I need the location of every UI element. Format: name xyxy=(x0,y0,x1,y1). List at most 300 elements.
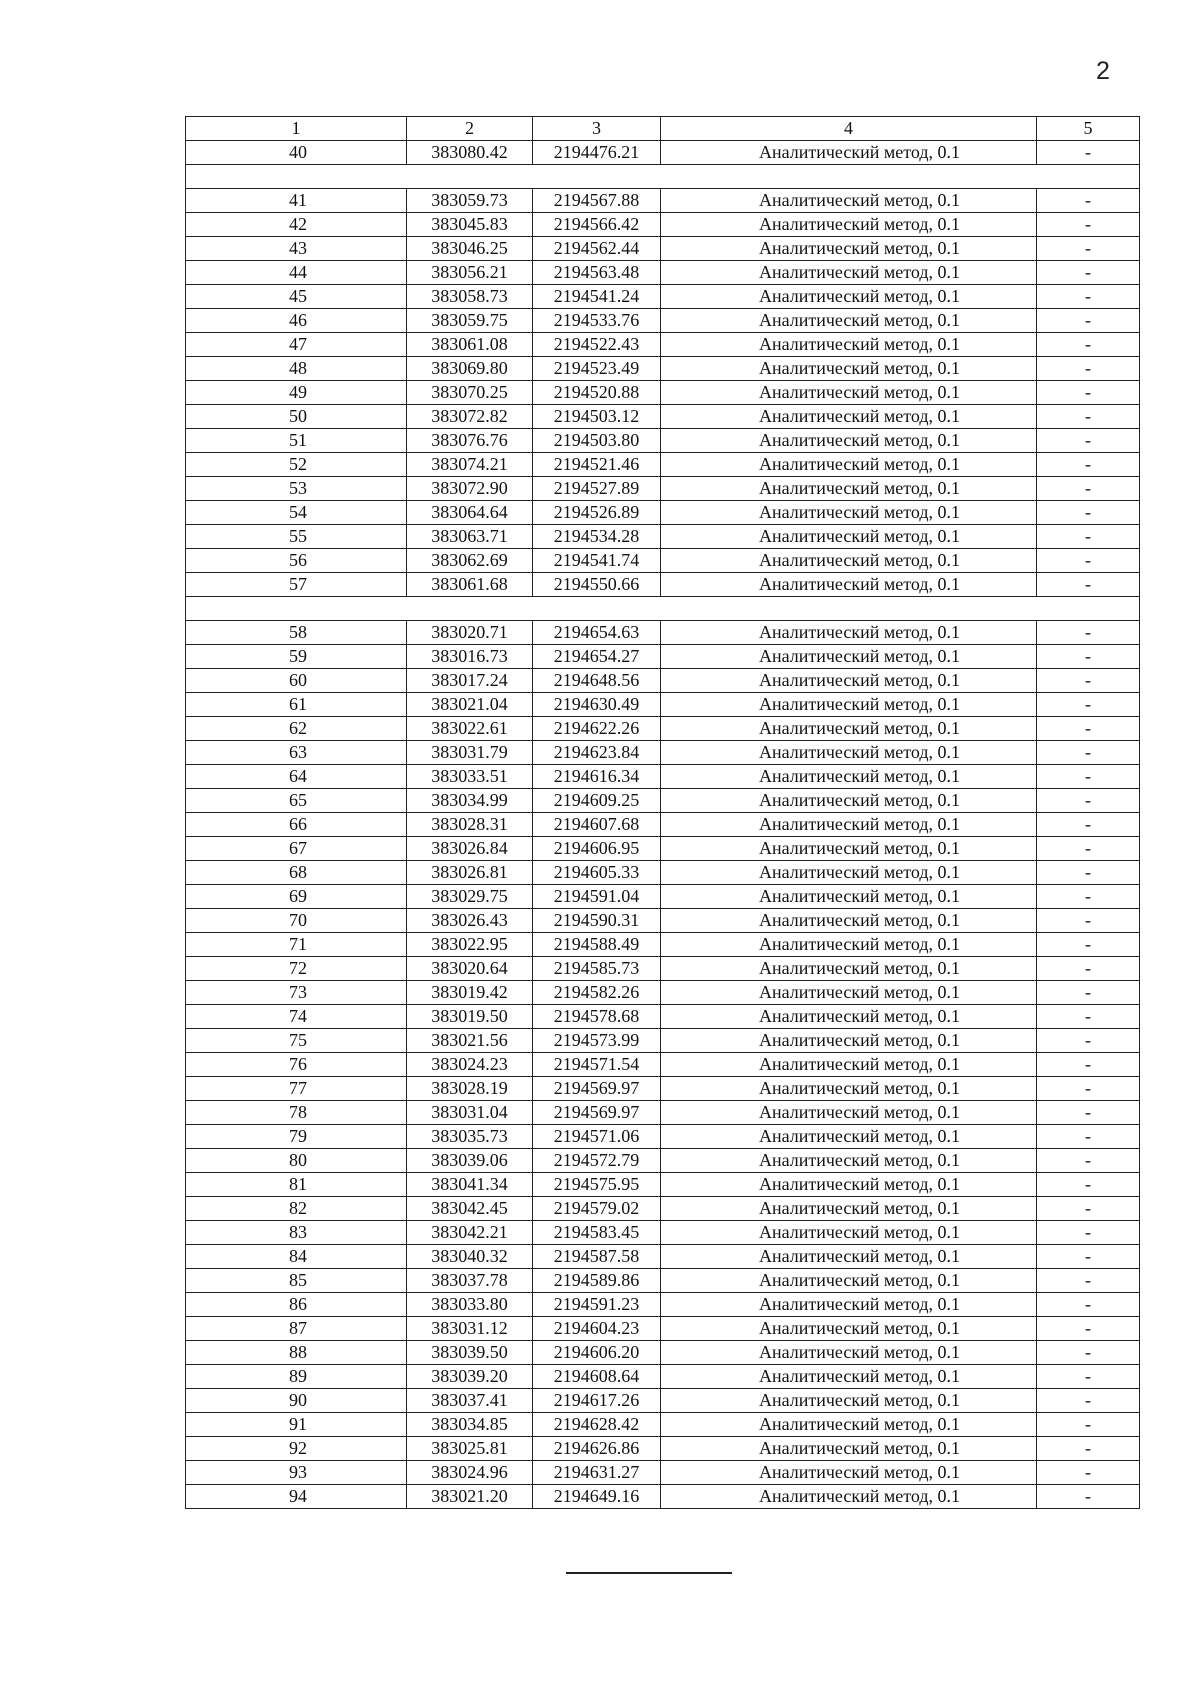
table-row xyxy=(186,333,1140,357)
point-number-cell: 48 xyxy=(186,357,407,381)
table-row xyxy=(186,549,1140,573)
table-row xyxy=(186,1485,1140,1509)
method-cell: Аналитический метод, 0.1 xyxy=(661,1029,1037,1053)
point-number-cell: 82 xyxy=(186,1197,407,1221)
x-coordinate-cell: 383039.20 xyxy=(407,1365,533,1389)
note-cell: - xyxy=(1037,957,1140,981)
note-cell: - xyxy=(1037,405,1140,429)
point-number-cell: 47 xyxy=(186,333,407,357)
x-coordinate-cell: 383072.90 xyxy=(407,477,533,501)
x-coordinate-cell: 383017.24 xyxy=(407,669,533,693)
table-row xyxy=(186,285,1140,309)
table-row xyxy=(186,1317,1140,1341)
point-number-cell: 64 xyxy=(186,765,407,789)
method-cell: Аналитический метод, 0.1 xyxy=(661,573,1037,597)
table-row xyxy=(186,1437,1140,1461)
table-row xyxy=(186,381,1140,405)
method-cell: Аналитический метод, 0.1 xyxy=(661,1413,1037,1437)
table-row xyxy=(186,525,1140,549)
table-row xyxy=(186,837,1140,861)
method-cell: Аналитический метод, 0.1 xyxy=(661,213,1037,237)
y-coordinate-cell: 2194563.48 xyxy=(533,261,661,285)
table-row xyxy=(186,1149,1140,1173)
x-coordinate-cell: 383064.64 xyxy=(407,501,533,525)
point-number-cell: 92 xyxy=(186,1437,407,1461)
table-row xyxy=(186,813,1140,837)
footer-rule xyxy=(566,1572,732,1574)
table-row xyxy=(186,1053,1140,1077)
table-row xyxy=(186,429,1140,453)
y-coordinate-cell: 2194571.06 xyxy=(533,1125,661,1149)
note-cell: - xyxy=(1037,501,1140,525)
point-number-cell: 46 xyxy=(186,309,407,333)
method-cell: Аналитический метод, 0.1 xyxy=(661,429,1037,453)
note-cell: - xyxy=(1037,549,1140,573)
method-cell: Аналитический метод, 0.1 xyxy=(661,765,1037,789)
note-cell: - xyxy=(1037,1029,1140,1053)
y-coordinate-cell: 2194572.79 xyxy=(533,1149,661,1173)
point-number-cell: 71 xyxy=(186,933,407,957)
y-coordinate-cell: 2194567.88 xyxy=(533,189,661,213)
y-coordinate-cell: 2194541.74 xyxy=(533,549,661,573)
method-cell: Аналитический метод, 0.1 xyxy=(661,717,1037,741)
method-cell: Аналитический метод, 0.1 xyxy=(661,861,1037,885)
x-coordinate-cell: 383026.84 xyxy=(407,837,533,861)
table-row xyxy=(186,645,1140,669)
x-coordinate-cell: 383039.50 xyxy=(407,1341,533,1365)
point-number-cell: 81 xyxy=(186,1173,407,1197)
point-number-cell: 42 xyxy=(186,213,407,237)
method-cell: Аналитический метод, 0.1 xyxy=(661,309,1037,333)
table-row xyxy=(186,693,1140,717)
point-number-cell: 91 xyxy=(186,1413,407,1437)
y-coordinate-cell: 2194476.21 xyxy=(533,141,661,165)
table-row xyxy=(186,1197,1140,1221)
x-coordinate-cell: 383070.25 xyxy=(407,381,533,405)
note-cell: - xyxy=(1037,813,1140,837)
note-cell: - xyxy=(1037,1413,1140,1437)
method-cell: Аналитический метод, 0.1 xyxy=(661,549,1037,573)
note-cell: - xyxy=(1037,477,1140,501)
coordinates-table xyxy=(185,116,1140,1509)
method-cell: Аналитический метод, 0.1 xyxy=(661,1053,1037,1077)
note-cell: - xyxy=(1037,381,1140,405)
note-cell: - xyxy=(1037,285,1140,309)
note-cell: - xyxy=(1037,981,1140,1005)
x-coordinate-cell: 383059.73 xyxy=(407,189,533,213)
y-coordinate-cell: 2194579.02 xyxy=(533,1197,661,1221)
point-number-cell: 57 xyxy=(186,573,407,597)
y-coordinate-cell: 2194566.42 xyxy=(533,213,661,237)
x-coordinate-cell: 383072.82 xyxy=(407,405,533,429)
group-separator-row xyxy=(186,165,1140,189)
note-cell: - xyxy=(1037,1269,1140,1293)
x-coordinate-cell: 383021.04 xyxy=(407,693,533,717)
table-row xyxy=(186,1101,1140,1125)
x-coordinate-cell: 383028.31 xyxy=(407,813,533,837)
method-cell: Аналитический метод, 0.1 xyxy=(661,981,1037,1005)
x-coordinate-cell: 383026.43 xyxy=(407,909,533,933)
method-cell: Аналитический метод, 0.1 xyxy=(661,1341,1037,1365)
note-cell: - xyxy=(1037,1149,1140,1173)
group-separator-row xyxy=(186,597,1140,621)
note-cell: - xyxy=(1037,861,1140,885)
x-coordinate-cell: 383034.85 xyxy=(407,1413,533,1437)
method-cell: Аналитический метод, 0.1 xyxy=(661,1173,1037,1197)
x-coordinate-cell: 383046.25 xyxy=(407,237,533,261)
y-coordinate-cell: 2194607.68 xyxy=(533,813,661,837)
point-number-cell: 49 xyxy=(186,381,407,405)
table-row xyxy=(186,357,1140,381)
point-number-cell: 68 xyxy=(186,861,407,885)
note-cell: - xyxy=(1037,1437,1140,1461)
y-coordinate-cell: 2194591.04 xyxy=(533,885,661,909)
y-coordinate-cell: 2194527.89 xyxy=(533,477,661,501)
table-row xyxy=(186,717,1140,741)
x-coordinate-cell: 383061.68 xyxy=(407,573,533,597)
y-coordinate-cell: 2194631.27 xyxy=(533,1461,661,1485)
method-cell: Аналитический метод, 0.1 xyxy=(661,933,1037,957)
y-coordinate-cell: 2194569.97 xyxy=(533,1077,661,1101)
note-cell: - xyxy=(1037,1077,1140,1101)
y-coordinate-cell: 2194623.84 xyxy=(533,741,661,765)
x-coordinate-cell: 383024.23 xyxy=(407,1053,533,1077)
method-cell: Аналитический метод, 0.1 xyxy=(661,1437,1037,1461)
table-row xyxy=(186,861,1140,885)
note-cell: - xyxy=(1037,765,1140,789)
y-coordinate-cell: 2194578.68 xyxy=(533,1005,661,1029)
point-number-cell: 50 xyxy=(186,405,407,429)
note-cell: - xyxy=(1037,1101,1140,1125)
x-coordinate-cell: 383069.80 xyxy=(407,357,533,381)
method-cell: Аналитический метод, 0.1 xyxy=(661,1221,1037,1245)
x-coordinate-cell: 383041.34 xyxy=(407,1173,533,1197)
x-coordinate-cell: 383061.08 xyxy=(407,333,533,357)
y-coordinate-cell: 2194606.20 xyxy=(533,1341,661,1365)
table-row xyxy=(186,1077,1140,1101)
method-cell: Аналитический метод, 0.1 xyxy=(661,621,1037,645)
point-number-cell: 44 xyxy=(186,261,407,285)
table-row xyxy=(186,1221,1140,1245)
point-number-cell: 88 xyxy=(186,1341,407,1365)
table-row xyxy=(186,621,1140,645)
method-cell: Аналитический метод, 0.1 xyxy=(661,453,1037,477)
note-cell: - xyxy=(1037,621,1140,645)
y-coordinate-cell: 2194503.12 xyxy=(533,405,661,429)
point-number-cell: 85 xyxy=(186,1269,407,1293)
y-coordinate-cell: 2194520.88 xyxy=(533,381,661,405)
method-cell: Аналитический метод, 0.1 xyxy=(661,1077,1037,1101)
y-coordinate-cell: 2194582.26 xyxy=(533,981,661,1005)
method-cell: Аналитический метод, 0.1 xyxy=(661,477,1037,501)
table-header-row xyxy=(186,117,1140,141)
table-row xyxy=(186,1461,1140,1485)
table-row xyxy=(186,1173,1140,1197)
note-cell: - xyxy=(1037,1389,1140,1413)
x-coordinate-cell: 383020.64 xyxy=(407,957,533,981)
method-cell: Аналитический метод, 0.1 xyxy=(661,261,1037,285)
note-cell: - xyxy=(1037,1221,1140,1245)
x-coordinate-cell: 383035.73 xyxy=(407,1125,533,1149)
method-cell: Аналитический метод, 0.1 xyxy=(661,1461,1037,1485)
note-cell: - xyxy=(1037,309,1140,333)
point-number-cell: 69 xyxy=(186,885,407,909)
point-number-cell: 78 xyxy=(186,1101,407,1125)
note-cell: - xyxy=(1037,741,1140,765)
x-coordinate-cell: 383031.79 xyxy=(407,741,533,765)
y-coordinate-cell: 2194541.24 xyxy=(533,285,661,309)
x-coordinate-cell: 383022.95 xyxy=(407,933,533,957)
note-cell: - xyxy=(1037,1341,1140,1365)
table-row xyxy=(186,909,1140,933)
method-cell: Аналитический метод, 0.1 xyxy=(661,1125,1037,1149)
y-coordinate-cell: 2194608.64 xyxy=(533,1365,661,1389)
point-number-cell: 65 xyxy=(186,789,407,813)
column-header: 2 xyxy=(407,117,533,141)
note-cell: - xyxy=(1037,1365,1140,1389)
table-row xyxy=(186,477,1140,501)
point-number-cell: 67 xyxy=(186,837,407,861)
note-cell: - xyxy=(1037,693,1140,717)
y-coordinate-cell: 2194550.66 xyxy=(533,573,661,597)
method-cell: Аналитический метод, 0.1 xyxy=(661,957,1037,981)
table-row xyxy=(186,1389,1140,1413)
x-coordinate-cell: 383026.81 xyxy=(407,861,533,885)
method-cell: Аналитический метод, 0.1 xyxy=(661,909,1037,933)
x-coordinate-cell: 383016.73 xyxy=(407,645,533,669)
y-coordinate-cell: 2194630.49 xyxy=(533,693,661,717)
method-cell: Аналитический метод, 0.1 xyxy=(661,1269,1037,1293)
y-coordinate-cell: 2194606.95 xyxy=(533,837,661,861)
point-number-cell: 94 xyxy=(186,1485,407,1509)
note-cell: - xyxy=(1037,1005,1140,1029)
point-number-cell: 66 xyxy=(186,813,407,837)
method-cell: Аналитический метод, 0.1 xyxy=(661,237,1037,261)
note-cell: - xyxy=(1037,1173,1140,1197)
point-number-cell: 87 xyxy=(186,1317,407,1341)
note-cell: - xyxy=(1037,789,1140,813)
y-coordinate-cell: 2194569.97 xyxy=(533,1101,661,1125)
y-coordinate-cell: 2194628.42 xyxy=(533,1413,661,1437)
note-cell: - xyxy=(1037,909,1140,933)
point-number-cell: 77 xyxy=(186,1077,407,1101)
x-coordinate-cell: 383076.76 xyxy=(407,429,533,453)
point-number-cell: 74 xyxy=(186,1005,407,1029)
method-cell: Аналитический метод, 0.1 xyxy=(661,789,1037,813)
column-header: 3 xyxy=(533,117,661,141)
point-number-cell: 83 xyxy=(186,1221,407,1245)
y-coordinate-cell: 2194534.28 xyxy=(533,525,661,549)
y-coordinate-cell: 2194575.95 xyxy=(533,1173,661,1197)
point-number-cell: 80 xyxy=(186,1149,407,1173)
note-cell: - xyxy=(1037,333,1140,357)
table-row xyxy=(186,1029,1140,1053)
note-cell: - xyxy=(1037,1053,1140,1077)
y-coordinate-cell: 2194573.99 xyxy=(533,1029,661,1053)
method-cell: Аналитический метод, 0.1 xyxy=(661,741,1037,765)
table-row xyxy=(186,1245,1140,1269)
note-cell: - xyxy=(1037,453,1140,477)
x-coordinate-cell: 383029.75 xyxy=(407,885,533,909)
method-cell: Аналитический метод, 0.1 xyxy=(661,1197,1037,1221)
method-cell: Аналитический метод, 0.1 xyxy=(661,357,1037,381)
group-separator-cell xyxy=(186,597,1140,621)
x-coordinate-cell: 383025.81 xyxy=(407,1437,533,1461)
column-header: 1 xyxy=(186,117,407,141)
group-separator-cell xyxy=(186,165,1140,189)
y-coordinate-cell: 2194521.46 xyxy=(533,453,661,477)
y-coordinate-cell: 2194522.43 xyxy=(533,333,661,357)
table-row xyxy=(186,765,1140,789)
y-coordinate-cell: 2194654.27 xyxy=(533,645,661,669)
method-cell: Аналитический метод, 0.1 xyxy=(661,141,1037,165)
table-row xyxy=(186,453,1140,477)
y-coordinate-cell: 2194588.49 xyxy=(533,933,661,957)
method-cell: Аналитический метод, 0.1 xyxy=(661,189,1037,213)
note-cell: - xyxy=(1037,1293,1140,1317)
method-cell: Аналитический метод, 0.1 xyxy=(661,645,1037,669)
note-cell: - xyxy=(1037,1125,1140,1149)
note-cell: - xyxy=(1037,933,1140,957)
point-number-cell: 53 xyxy=(186,477,407,501)
table-row xyxy=(186,213,1140,237)
x-coordinate-cell: 383037.78 xyxy=(407,1269,533,1293)
y-coordinate-cell: 2194616.34 xyxy=(533,765,661,789)
point-number-cell: 55 xyxy=(186,525,407,549)
note-cell: - xyxy=(1037,885,1140,909)
point-number-cell: 45 xyxy=(186,285,407,309)
note-cell: - xyxy=(1037,237,1140,261)
method-cell: Аналитический метод, 0.1 xyxy=(661,813,1037,837)
point-number-cell: 54 xyxy=(186,501,407,525)
point-number-cell: 58 xyxy=(186,621,407,645)
y-coordinate-cell: 2194583.45 xyxy=(533,1221,661,1245)
y-coordinate-cell: 2194649.16 xyxy=(533,1485,661,1509)
method-cell: Аналитический метод, 0.1 xyxy=(661,1245,1037,1269)
x-coordinate-cell: 383040.32 xyxy=(407,1245,533,1269)
x-coordinate-cell: 383028.19 xyxy=(407,1077,533,1101)
x-coordinate-cell: 383063.71 xyxy=(407,525,533,549)
point-number-cell: 63 xyxy=(186,741,407,765)
table-row xyxy=(186,1293,1140,1317)
point-number-cell: 61 xyxy=(186,693,407,717)
x-coordinate-cell: 383045.83 xyxy=(407,213,533,237)
method-cell: Аналитический метод, 0.1 xyxy=(661,381,1037,405)
note-cell: - xyxy=(1037,525,1140,549)
point-number-cell: 40 xyxy=(186,141,407,165)
x-coordinate-cell: 383024.96 xyxy=(407,1461,533,1485)
table-row xyxy=(186,501,1140,525)
x-coordinate-cell: 383059.75 xyxy=(407,309,533,333)
table-row xyxy=(186,1413,1140,1437)
note-cell: - xyxy=(1037,1317,1140,1341)
y-coordinate-cell: 2194571.54 xyxy=(533,1053,661,1077)
method-cell: Аналитический метод, 0.1 xyxy=(661,285,1037,309)
note-cell: - xyxy=(1037,717,1140,741)
point-number-cell: 75 xyxy=(186,1029,407,1053)
point-number-cell: 52 xyxy=(186,453,407,477)
point-number-cell: 72 xyxy=(186,957,407,981)
point-number-cell: 43 xyxy=(186,237,407,261)
table-row xyxy=(186,1341,1140,1365)
x-coordinate-cell: 383042.45 xyxy=(407,1197,533,1221)
point-number-cell: 60 xyxy=(186,669,407,693)
method-cell: Аналитический метод, 0.1 xyxy=(661,1293,1037,1317)
y-coordinate-cell: 2194523.49 xyxy=(533,357,661,381)
note-cell: - xyxy=(1037,573,1140,597)
x-coordinate-cell: 383033.80 xyxy=(407,1293,533,1317)
y-coordinate-cell: 2194626.86 xyxy=(533,1437,661,1461)
table-row xyxy=(186,1365,1140,1389)
method-cell: Аналитический метод, 0.1 xyxy=(661,1365,1037,1389)
column-header: 5 xyxy=(1037,117,1140,141)
x-coordinate-cell: 383019.42 xyxy=(407,981,533,1005)
table-row xyxy=(186,789,1140,813)
method-cell: Аналитический метод, 0.1 xyxy=(661,1005,1037,1029)
y-coordinate-cell: 2194533.76 xyxy=(533,309,661,333)
y-coordinate-cell: 2194609.25 xyxy=(533,789,661,813)
method-cell: Аналитический метод, 0.1 xyxy=(661,1149,1037,1173)
x-coordinate-cell: 383033.51 xyxy=(407,765,533,789)
method-cell: Аналитический метод, 0.1 xyxy=(661,1317,1037,1341)
y-coordinate-cell: 2194589.86 xyxy=(533,1269,661,1293)
note-cell: - xyxy=(1037,669,1140,693)
method-cell: Аналитический метод, 0.1 xyxy=(661,885,1037,909)
table-row xyxy=(186,237,1140,261)
note-cell: - xyxy=(1037,645,1140,669)
point-number-cell: 41 xyxy=(186,189,407,213)
x-coordinate-cell: 383031.12 xyxy=(407,1317,533,1341)
x-coordinate-cell: 383019.50 xyxy=(407,1005,533,1029)
point-number-cell: 79 xyxy=(186,1125,407,1149)
method-cell: Аналитический метод, 0.1 xyxy=(661,1389,1037,1413)
point-number-cell: 51 xyxy=(186,429,407,453)
y-coordinate-cell: 2194591.23 xyxy=(533,1293,661,1317)
x-coordinate-cell: 383021.20 xyxy=(407,1485,533,1509)
x-coordinate-cell: 383058.73 xyxy=(407,285,533,309)
point-number-cell: 73 xyxy=(186,981,407,1005)
x-coordinate-cell: 383034.99 xyxy=(407,789,533,813)
x-coordinate-cell: 383062.69 xyxy=(407,549,533,573)
table-row xyxy=(186,981,1140,1005)
table-row xyxy=(186,1005,1140,1029)
x-coordinate-cell: 383021.56 xyxy=(407,1029,533,1053)
y-coordinate-cell: 2194526.89 xyxy=(533,501,661,525)
y-coordinate-cell: 2194562.44 xyxy=(533,237,661,261)
method-cell: Аналитический метод, 0.1 xyxy=(661,693,1037,717)
page-number: 2 xyxy=(1096,57,1110,85)
note-cell: - xyxy=(1037,213,1140,237)
x-coordinate-cell: 383080.42 xyxy=(407,141,533,165)
note-cell: - xyxy=(1037,1245,1140,1269)
method-cell: Аналитический метод, 0.1 xyxy=(661,501,1037,525)
point-number-cell: 86 xyxy=(186,1293,407,1317)
table-row xyxy=(186,885,1140,909)
method-cell: Аналитический метод, 0.1 xyxy=(661,405,1037,429)
method-cell: Аналитический метод, 0.1 xyxy=(661,669,1037,693)
note-cell: - xyxy=(1037,1485,1140,1509)
table-row xyxy=(186,1269,1140,1293)
note-cell: - xyxy=(1037,429,1140,453)
point-number-cell: 93 xyxy=(186,1461,407,1485)
method-cell: Аналитический метод, 0.1 xyxy=(661,837,1037,861)
method-cell: Аналитический метод, 0.1 xyxy=(661,333,1037,357)
coordinates-table-body xyxy=(186,117,1140,1509)
y-coordinate-cell: 2194648.56 xyxy=(533,669,661,693)
method-cell: Аналитический метод, 0.1 xyxy=(661,525,1037,549)
x-coordinate-cell: 383074.21 xyxy=(407,453,533,477)
y-coordinate-cell: 2194604.23 xyxy=(533,1317,661,1341)
